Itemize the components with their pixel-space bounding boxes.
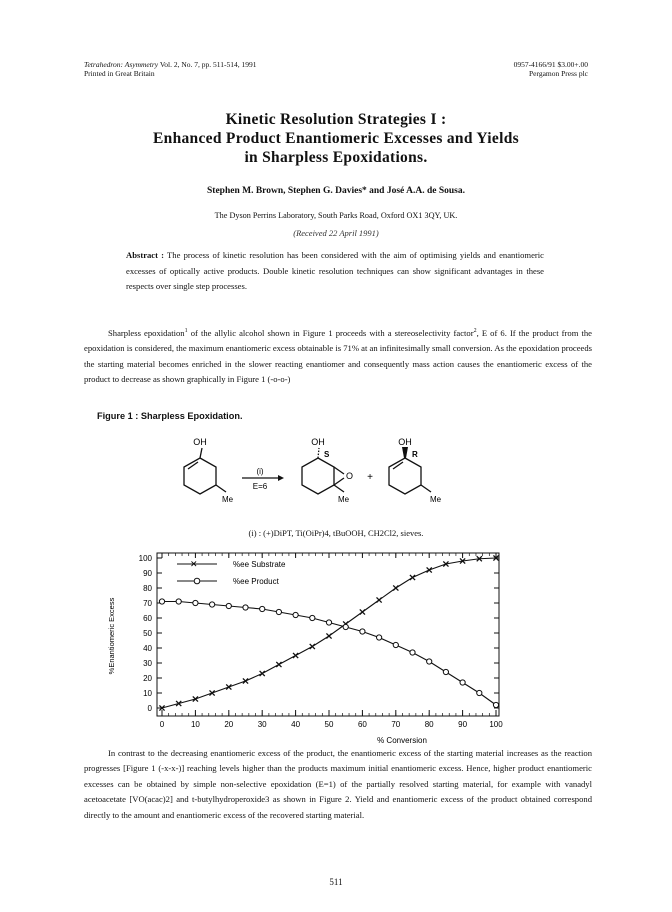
title-line-1: Kinetic Resolution Strategies I :: [225, 111, 447, 128]
data-point-product: [427, 659, 432, 664]
data-point-product: [276, 609, 281, 614]
ref-2: 2: [473, 328, 477, 334]
y-tick-label: 80: [143, 584, 152, 593]
arrow-head: [278, 475, 284, 481]
data-point-product: [176, 599, 181, 604]
data-point-product: [193, 600, 198, 605]
r-label: R: [412, 450, 418, 459]
y-tick-label: 60: [143, 614, 152, 623]
received-date: (Received 22 April 1991): [293, 228, 379, 238]
data-point-product: [210, 602, 215, 607]
y-ticks: [139, 554, 499, 713]
data-point-substrate: [427, 567, 432, 572]
oh-label-1: OH: [193, 437, 207, 447]
publisher: Pergamon Press plc: [528, 69, 588, 78]
para1-b: of the allylic alcohol shown in Figure 1 proceeds with a stereoselectivity factor: [187, 327, 474, 338]
x-tick-label: 20: [224, 720, 234, 729]
data-point-substrate: [310, 644, 315, 649]
me-label-1: Me: [222, 495, 234, 504]
data-point-product: [360, 629, 365, 634]
article-title: [0, 110, 672, 167]
data-point-substrate: [276, 662, 281, 667]
data-point-product: [293, 612, 298, 617]
journal-citation: [84, 60, 257, 69]
e-value-label: E=6: [252, 482, 268, 491]
figure-1-chart: [100, 544, 530, 746]
ref-1: 1: [184, 328, 188, 334]
y-axis-label: %Enantiomeric Excess: [107, 597, 116, 675]
data-point-substrate: [393, 585, 398, 590]
data-point-product: [226, 603, 231, 608]
page-number: 511: [329, 877, 343, 887]
x-tick-label: 40: [291, 720, 301, 729]
legend-substrate-label: %ee Substrate: [233, 560, 286, 569]
data-point-product: [260, 606, 265, 611]
y-tick-label: 90: [143, 569, 152, 578]
paragraph-1: [84, 324, 592, 387]
x-tick-label: 60: [357, 720, 367, 729]
me-label-3: Me: [430, 495, 442, 504]
authors: Stephen M. Brown, Stephen G. Davies* and José A.A. de Sousa.: [207, 186, 465, 196]
legend-marker-o: [194, 578, 200, 584]
series-group: [159, 555, 498, 710]
article-code: 0957-4166/91 $3.00+.00: [513, 60, 588, 69]
data-point-product: [326, 620, 331, 625]
x-tick-label: 100: [489, 720, 503, 729]
data-point-product: [460, 680, 465, 685]
oh-label-2: OH: [311, 437, 325, 447]
s-label: S: [324, 450, 330, 459]
legend-marker-x: ✕: [190, 559, 198, 569]
x-ticks: [160, 553, 503, 729]
x-tick-label: 80: [424, 720, 434, 729]
title-line-2: Enhanced Product Enantiomeric Excesses and Yields: [153, 130, 519, 147]
cyclohexene-ring-1: [184, 458, 216, 494]
oh-label-3: OH: [398, 437, 412, 447]
y-tick-label: 70: [143, 599, 152, 608]
x-tick-label: 70: [391, 720, 401, 729]
legend-product-label: %ee Product: [233, 577, 279, 586]
y-tick-label: 10: [143, 689, 152, 698]
data-point-substrate: [226, 684, 231, 689]
title-line-3: in Sharpless Epoxidations.: [244, 149, 428, 166]
printed-in: Printed in Great Britain: [84, 69, 155, 78]
data-point-product: [377, 635, 382, 640]
plus-sign: +: [367, 472, 373, 483]
cyclohexene-ring-3: [389, 458, 421, 494]
data-point-substrate: [210, 690, 215, 695]
para1-c: , E of 6. If the product from the epoxidation is considered, the maximum enantiomeric excess obtainable is 71% at an infinitesimally small conversion. As the epoxidation proceeds the starting material becomes enriched in the slower reacting enantiomer and consequently mass action causes the enantiomeric excess of the product to decrease as shown graphically in Figure 1 (-o-o-): [84, 327, 592, 385]
journal-volume: Vol. 2, No. 7, pp. 511-514, 1991: [158, 60, 257, 69]
y-tick-label: 40: [143, 644, 152, 653]
epoxide-ring: [302, 458, 334, 494]
data-point-product: [410, 650, 415, 655]
abstract-label: Abstract :: [126, 250, 165, 260]
data-point-product: [243, 605, 248, 610]
legend: [177, 559, 286, 586]
reaction-conditions: (i) : (+)DiPT, Ti(OiPr)4, tBuOOH, CH2Cl2, sieves.: [248, 528, 424, 538]
reagent-label: (i): [256, 467, 264, 476]
y-tick-label: 0: [147, 704, 152, 713]
data-point-product: [159, 599, 164, 604]
data-point-product: [310, 615, 315, 620]
data-point-substrate: [260, 671, 265, 676]
data-point-substrate: [326, 633, 331, 638]
y-tick-label: 100: [138, 554, 152, 563]
data-point-substrate: [293, 653, 298, 658]
x-tick-label: 90: [458, 720, 468, 729]
x-tick-label: 30: [257, 720, 267, 729]
y-tick-label: 20: [143, 674, 152, 683]
data-point-substrate: [410, 575, 415, 580]
data-point-product: [493, 702, 498, 707]
x-tick-label: 10: [190, 720, 200, 729]
x-tick-label: 50: [324, 720, 334, 729]
data-point-substrate: [360, 609, 365, 614]
journal-name: Tetrahedron: Asymmetry: [84, 60, 159, 69]
abstract: [126, 248, 544, 295]
data-point-substrate: [377, 597, 382, 602]
epoxide-o-label: O: [346, 471, 354, 481]
x-axis-label: % Conversion: [377, 736, 427, 745]
me-label-2: Me: [338, 495, 350, 504]
data-point-substrate: [243, 678, 248, 683]
paragraph-2: In contrast to the decreasing enantiomeric excess of the product, the enantiomeric excess of the starting material increases as the reaction progresses [Figure 1 (-x-x-)] reaching levels higher than the products maximum initial enantiomeric excess. Hence, higher product enantiomeric excesses can be obtained by simple non-selective epoxidation (E=1) of the partially resolved starting material, for example with vanadyl acetoacetate [VO(acac)2] and t-butylhydroperoxide3 as shown in Figure 2. Yield and enantiomeric excess of the product obtained correspond directly to the amount and enantiomeric excess of the recovered starting material.: [84, 748, 592, 820]
affiliation: The Dyson Perrins Laboratory, South Parks Road, Oxford OX1 3QY, UK.: [214, 211, 458, 220]
data-point-product: [443, 669, 448, 674]
abstract-text: The process of kinetic resolution has been considered with the aim of optimising yields and enantiomeric excesses of optically active products. Double kinetic resolution techniques can show significant advantages in these respects over single step processes.: [126, 250, 544, 292]
reaction-scheme: [160, 436, 500, 522]
data-point-product: [477, 690, 482, 695]
para1-a: Sharpless epoxidation: [108, 327, 185, 338]
figure-1-title: Figure 1 : Sharpless Epoxidation.: [97, 411, 243, 421]
data-point-product: [393, 642, 398, 647]
x-tick-label: 0: [159, 720, 165, 729]
wedge-bond: [402, 447, 408, 458]
y-tick-label: 30: [143, 659, 152, 668]
y-tick-label: 50: [143, 629, 152, 638]
series-line-2: [162, 602, 496, 706]
data-point-product: [343, 624, 348, 629]
